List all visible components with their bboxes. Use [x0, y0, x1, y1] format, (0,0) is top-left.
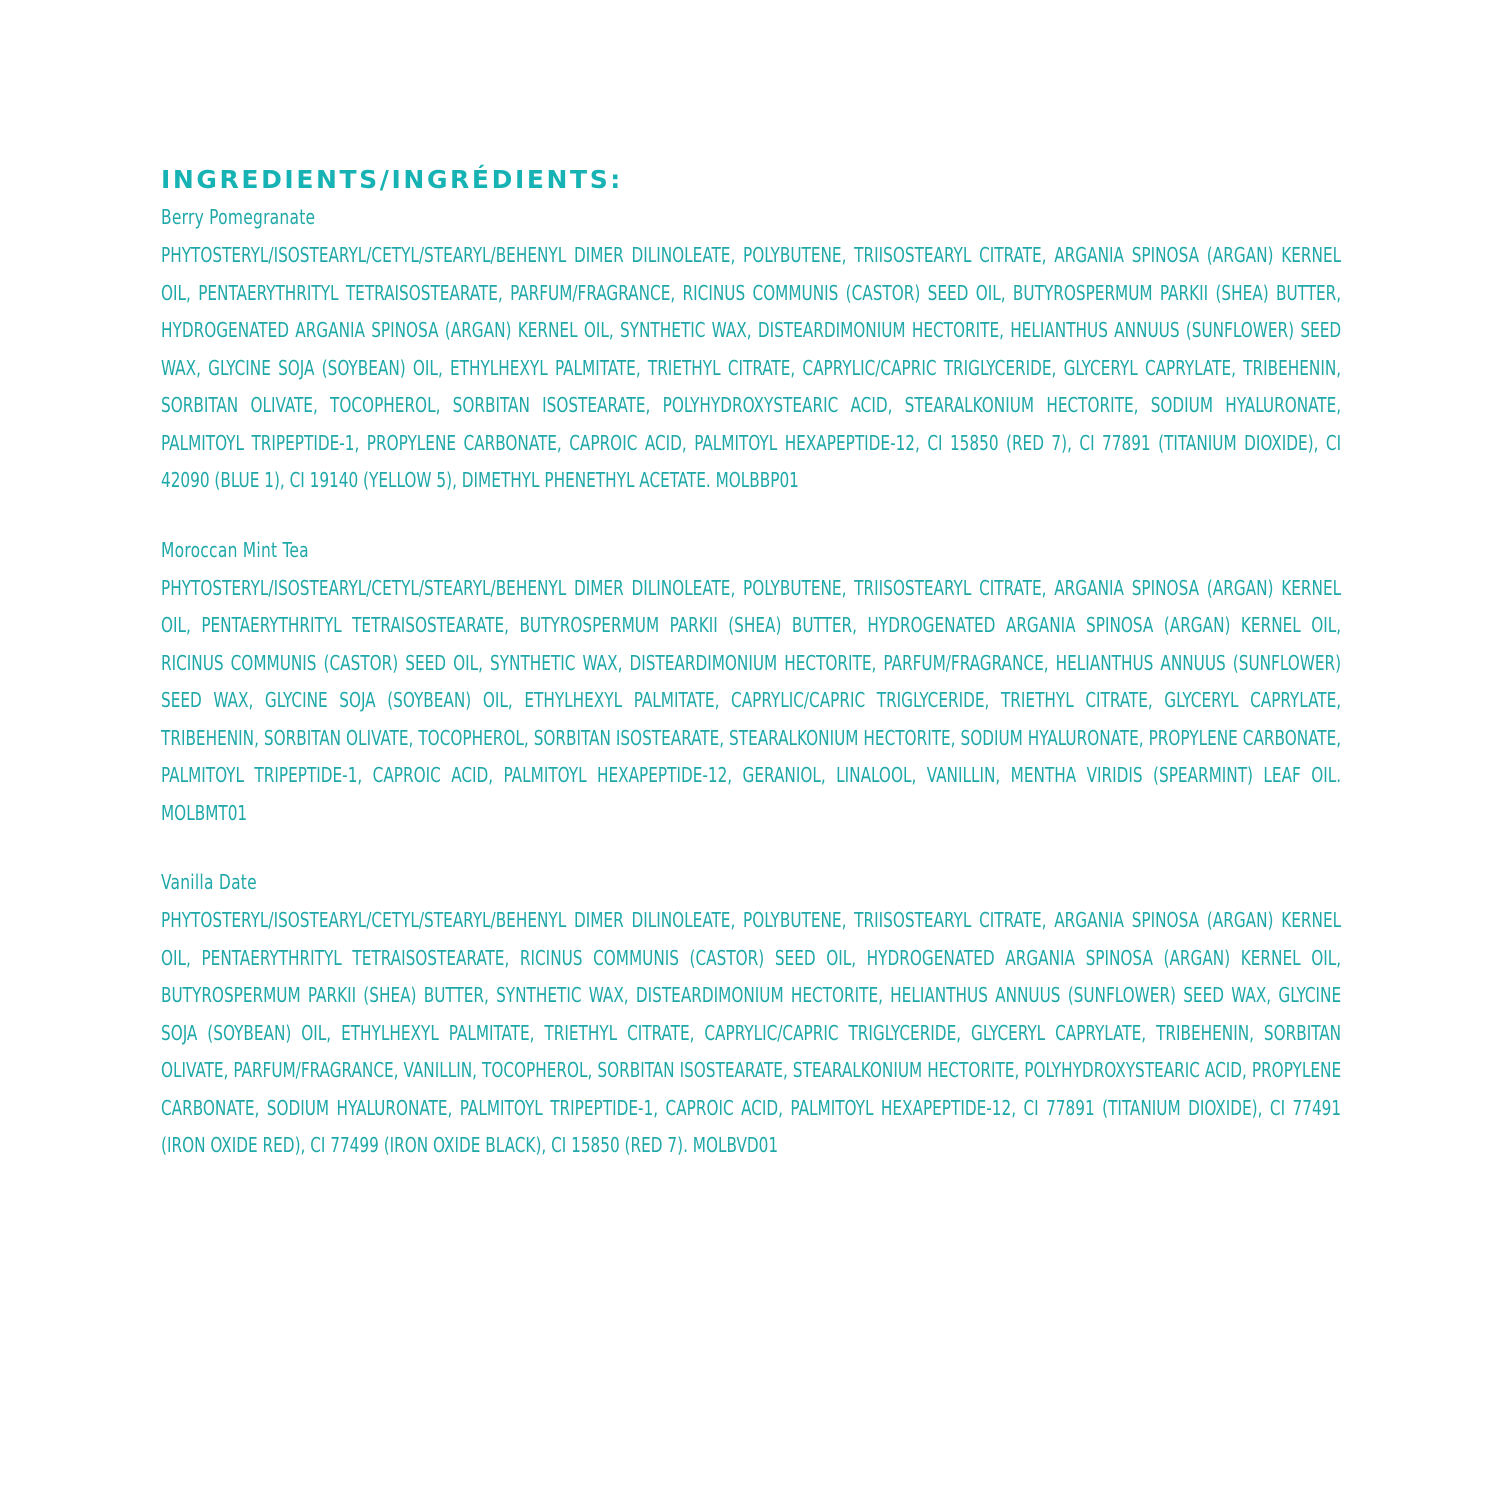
section-title: Vanilla Date — [161, 870, 257, 894]
section-title: Moroccan Mint Tea — [161, 537, 309, 562]
ingredient-list: PHYTOSTERYL/ISOSTEARYL/CETYL/STEARYL/BEHENYL DIMER DILINOLEATE, POLYBUTENE, TRIISOSTEARYL CITRATE, ARGANIA SPINOSA (ARGAN) KERNEL OIL, PENTAERYTHRITYL TETRAISOSTEARATE, BUTYROSPERMUM PARKII (SHEA) BUTTER, HYDROGENATED ARGANIA SPINOSA (ARGAN) KERNEL OIL, RICINUS COMMUNIS (CASTOR) SEED OIL, SYNTHETIC WAX, DISTEARDIMONIUM HECTORITE, PARFUM/FRAGRANCE, HELIANTHUS ANNUUS (SUNFLOWER) SEED WAX, GLYCINE SOJA (SOYBEAN) OIL, ETHYLHEXYL PALMITATE, CAPRYLIC/CAPRIC TRIGLYCERIDE, TRIETHYL CITRATE, GLYCERYL CAPRYLATE, TRIBEHENIN, SORBITAN OLIVATE, TOCOPHEROL, SORBITAN ISOSTEARATE, STEARALKONIUM HECTORITE, SODIUM HYALURONATE, PROPYLENE CARBONATE, PALMITOYL TRIPEPTIDE-1, CAPROIC ACID, PALMITOYL HEXAPEPTIDE-12, GERANIOL, LINALOOL, VANILLIN, MENTHA VIRIDIS (SPEARMINT) LEAF OIL. MOLBMT01 — [161, 575, 1342, 825]
section-vanilla-date — [161, 869, 1341, 1165]
section-berry-pomegranate — [161, 204, 1341, 500]
section-moroccan-mint-tea — [161, 537, 1341, 833]
ingredient-list: PHYTOSTERYL/ISOSTEARYL/CETYL/STEARYL/BEHENYL DIMER DILINOLEATE, POLYBUTENE, TRIISOSTEARYL CITRATE, ARGANIA SPINOSA (ARGAN) KERNEL OIL, PENTAERYTHRITYL TETRAISOSTEARATE, RICINUS COMMUNIS (CASTOR) SEED OIL, HYDROGENATED ARGANIA SPINOSA (ARGAN) KERNEL OIL, BUTYROSPERMUM PARKII (SHEA) BUTTER, SYNTHETIC WAX, DISTEARDIMONIUM HECTORITE, HELIANTHUS ANNUUS (SUNFLOWER) SEED WAX, GLYCINE SOJA (SOYBEAN) OIL, ETHYLHEXYL PALMITATE, TRIETHYL CITRATE, CAPRYLIC/CAPRIC TRIGLYCERIDE, GLYCERYL CAPRYLATE, TRIBEHENIN, SORBITAN OLIVATE, PARFUM/FRAGRANCE, VANILLIN, TOCOPHEROL, SORBITAN ISOSTEARATE, STEARALKONIUM HECTORITE, POLYHYDROXYSTEARIC ACID, PROPYLENE CARBONATE, SODIUM HYALURONATE, PALMITOYL TRIPEPTIDE-1, CAPROIC ACID, PALMITOYL HEXAPEPTIDE-12, CI 77891 (TITANIUM DIOXIDE), CI 77491 (IRON OXIDE RED), CI 77499 (IRON OXIDE BLACK), CI 15850 (RED 7). MOLBVD01 — [161, 908, 1342, 1157]
section-title: Berry Pomegranate — [161, 205, 316, 229]
ingredients-heading: INGREDIENTS/INGRÉDIENTS: — [161, 165, 623, 194]
ingredients-label — [161, 163, 1341, 1202]
ingredient-list: PHYTOSTERYL/ISOSTEARYL/CETYL/STEARYL/BEHENYL DIMER DILINOLEATE, POLYBUTENE, TRIISOSTEARYL CITRATE, ARGANIA SPINOSA (ARGAN) KERNEL OIL, PENTAERYTHRITYL TETRAISOSTEARATE, PARFUM/FRAGRANCE, RICINUS COMMUNIS (CASTOR) SEED OIL, BUTYROSPERMUM PARKII (SHEA) BUTTER, HYDROGENATED ARGANIA SPINOSA (ARGAN) KERNEL OIL, SYNTHETIC WAX, DISTEARDIMONIUM HECTORITE, HELIANTHUS ANNUUS (SUNFLOWER) SEED WAX, GLYCINE SOJA (SOYBEAN) OIL, ETHYLHEXYL PALMITATE, TRIETHYL CITRATE, CAPRYLIC/CAPRIC TRIGLYCERIDE, GLYCERYL CAPRYLATE, TRIBEHENIN, SORBITAN OLIVATE, TOCOPHEROL, SORBITAN ISOSTEARATE, POLYHYDROXYSTEARIC ACID, STEARALKONIUM HECTORITE, SODIUM HYALURONATE, PALMITOYL TRIPEPTIDE-1, PROPYLENE CARBONATE, CAPROIC ACID, PALMITOYL HEXAPEPTIDE-12, CI 15850 (RED 7), CI 77891 (TITANIUM DIOXIDE), CI 42090 (BLUE 1), CI 19140 (YELLOW 5), DIMETHYL PHENETHYL ACETATE. MOLBBP01 — [161, 243, 1342, 492]
